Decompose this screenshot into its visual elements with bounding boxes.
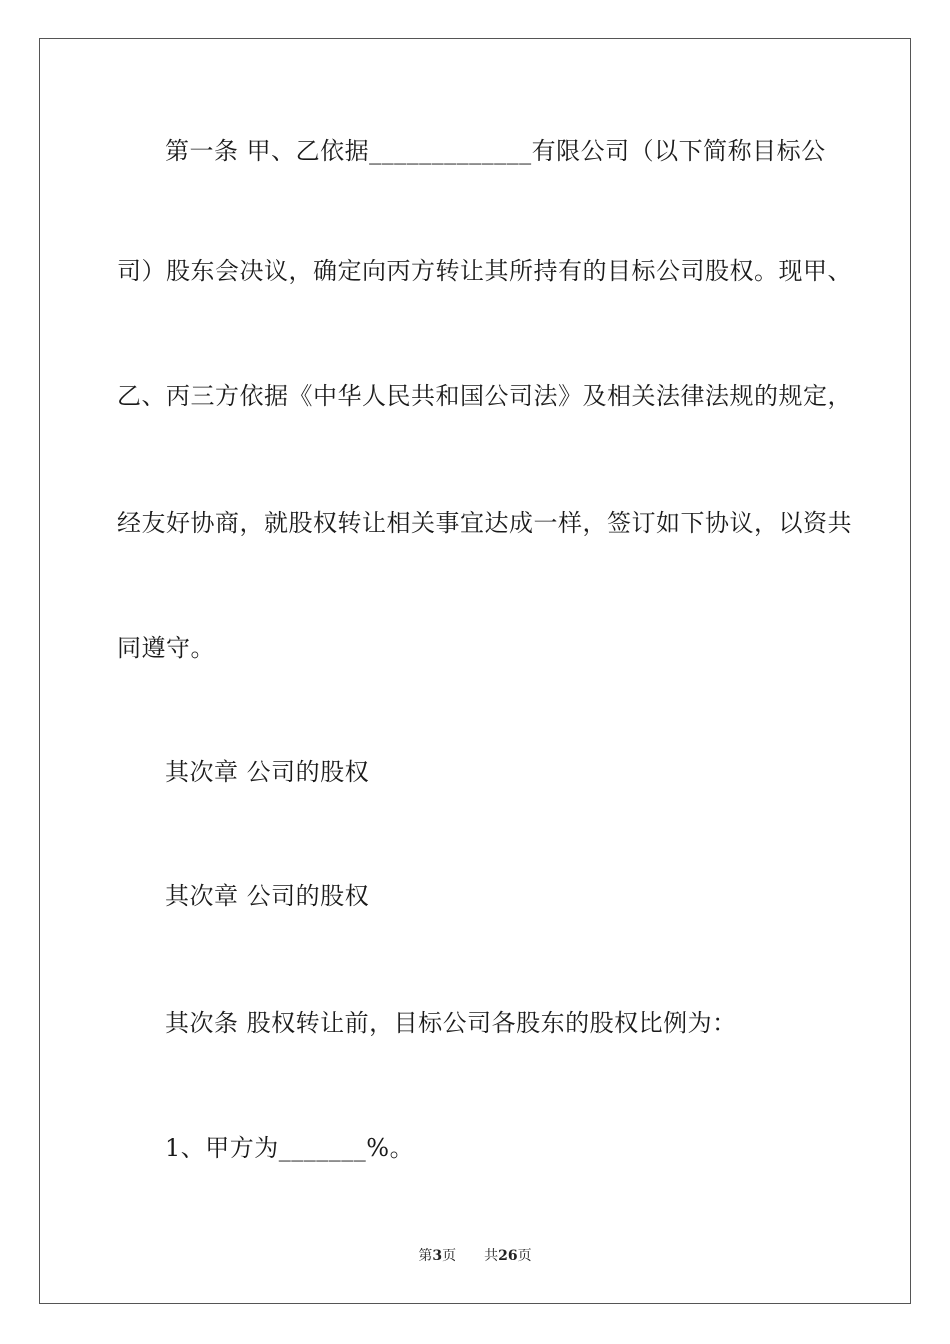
- paragraph-line-4: 经友好协商，就股权转让相关事宜达成一样，签订如下协议，以资共: [117, 509, 852, 537]
- clause-two-text: 其次条 股权转让前，目标公司各股东的股权比例为：: [165, 1009, 737, 1037]
- paragraph-line-5: 同遵守。: [117, 634, 215, 662]
- paragraph-line-1: 第一条 甲、乙依据_____________有限公司（以下简称目标公: [165, 137, 826, 165]
- footer-total-pages: 26: [498, 1248, 518, 1264]
- footer-page-suffix: 页: [442, 1248, 457, 1264]
- chapter-heading: 其次章 公司的股权: [165, 758, 370, 786]
- paragraph-line-3: 乙、丙三方依据《中华人民共和国公司法》及相关法律法规的规定，: [117, 382, 852, 410]
- page-border: [39, 38, 911, 1304]
- footer-total-prefix: 共: [484, 1248, 499, 1264]
- chapter-heading-repeat: 其次章 公司的股权: [165, 882, 370, 910]
- page-footer: [0, 1247, 950, 1265]
- footer-total-suffix: 页: [517, 1248, 532, 1264]
- paragraph-line-2: 司）股东会决议，确定向丙方转让其所持有的目标公司股权。现甲、: [117, 257, 852, 285]
- list-item-party-a-share: 1、甲方为_______%。: [165, 1134, 415, 1162]
- footer-page-number: 3: [432, 1248, 443, 1264]
- footer-page-prefix: 第: [418, 1248, 433, 1264]
